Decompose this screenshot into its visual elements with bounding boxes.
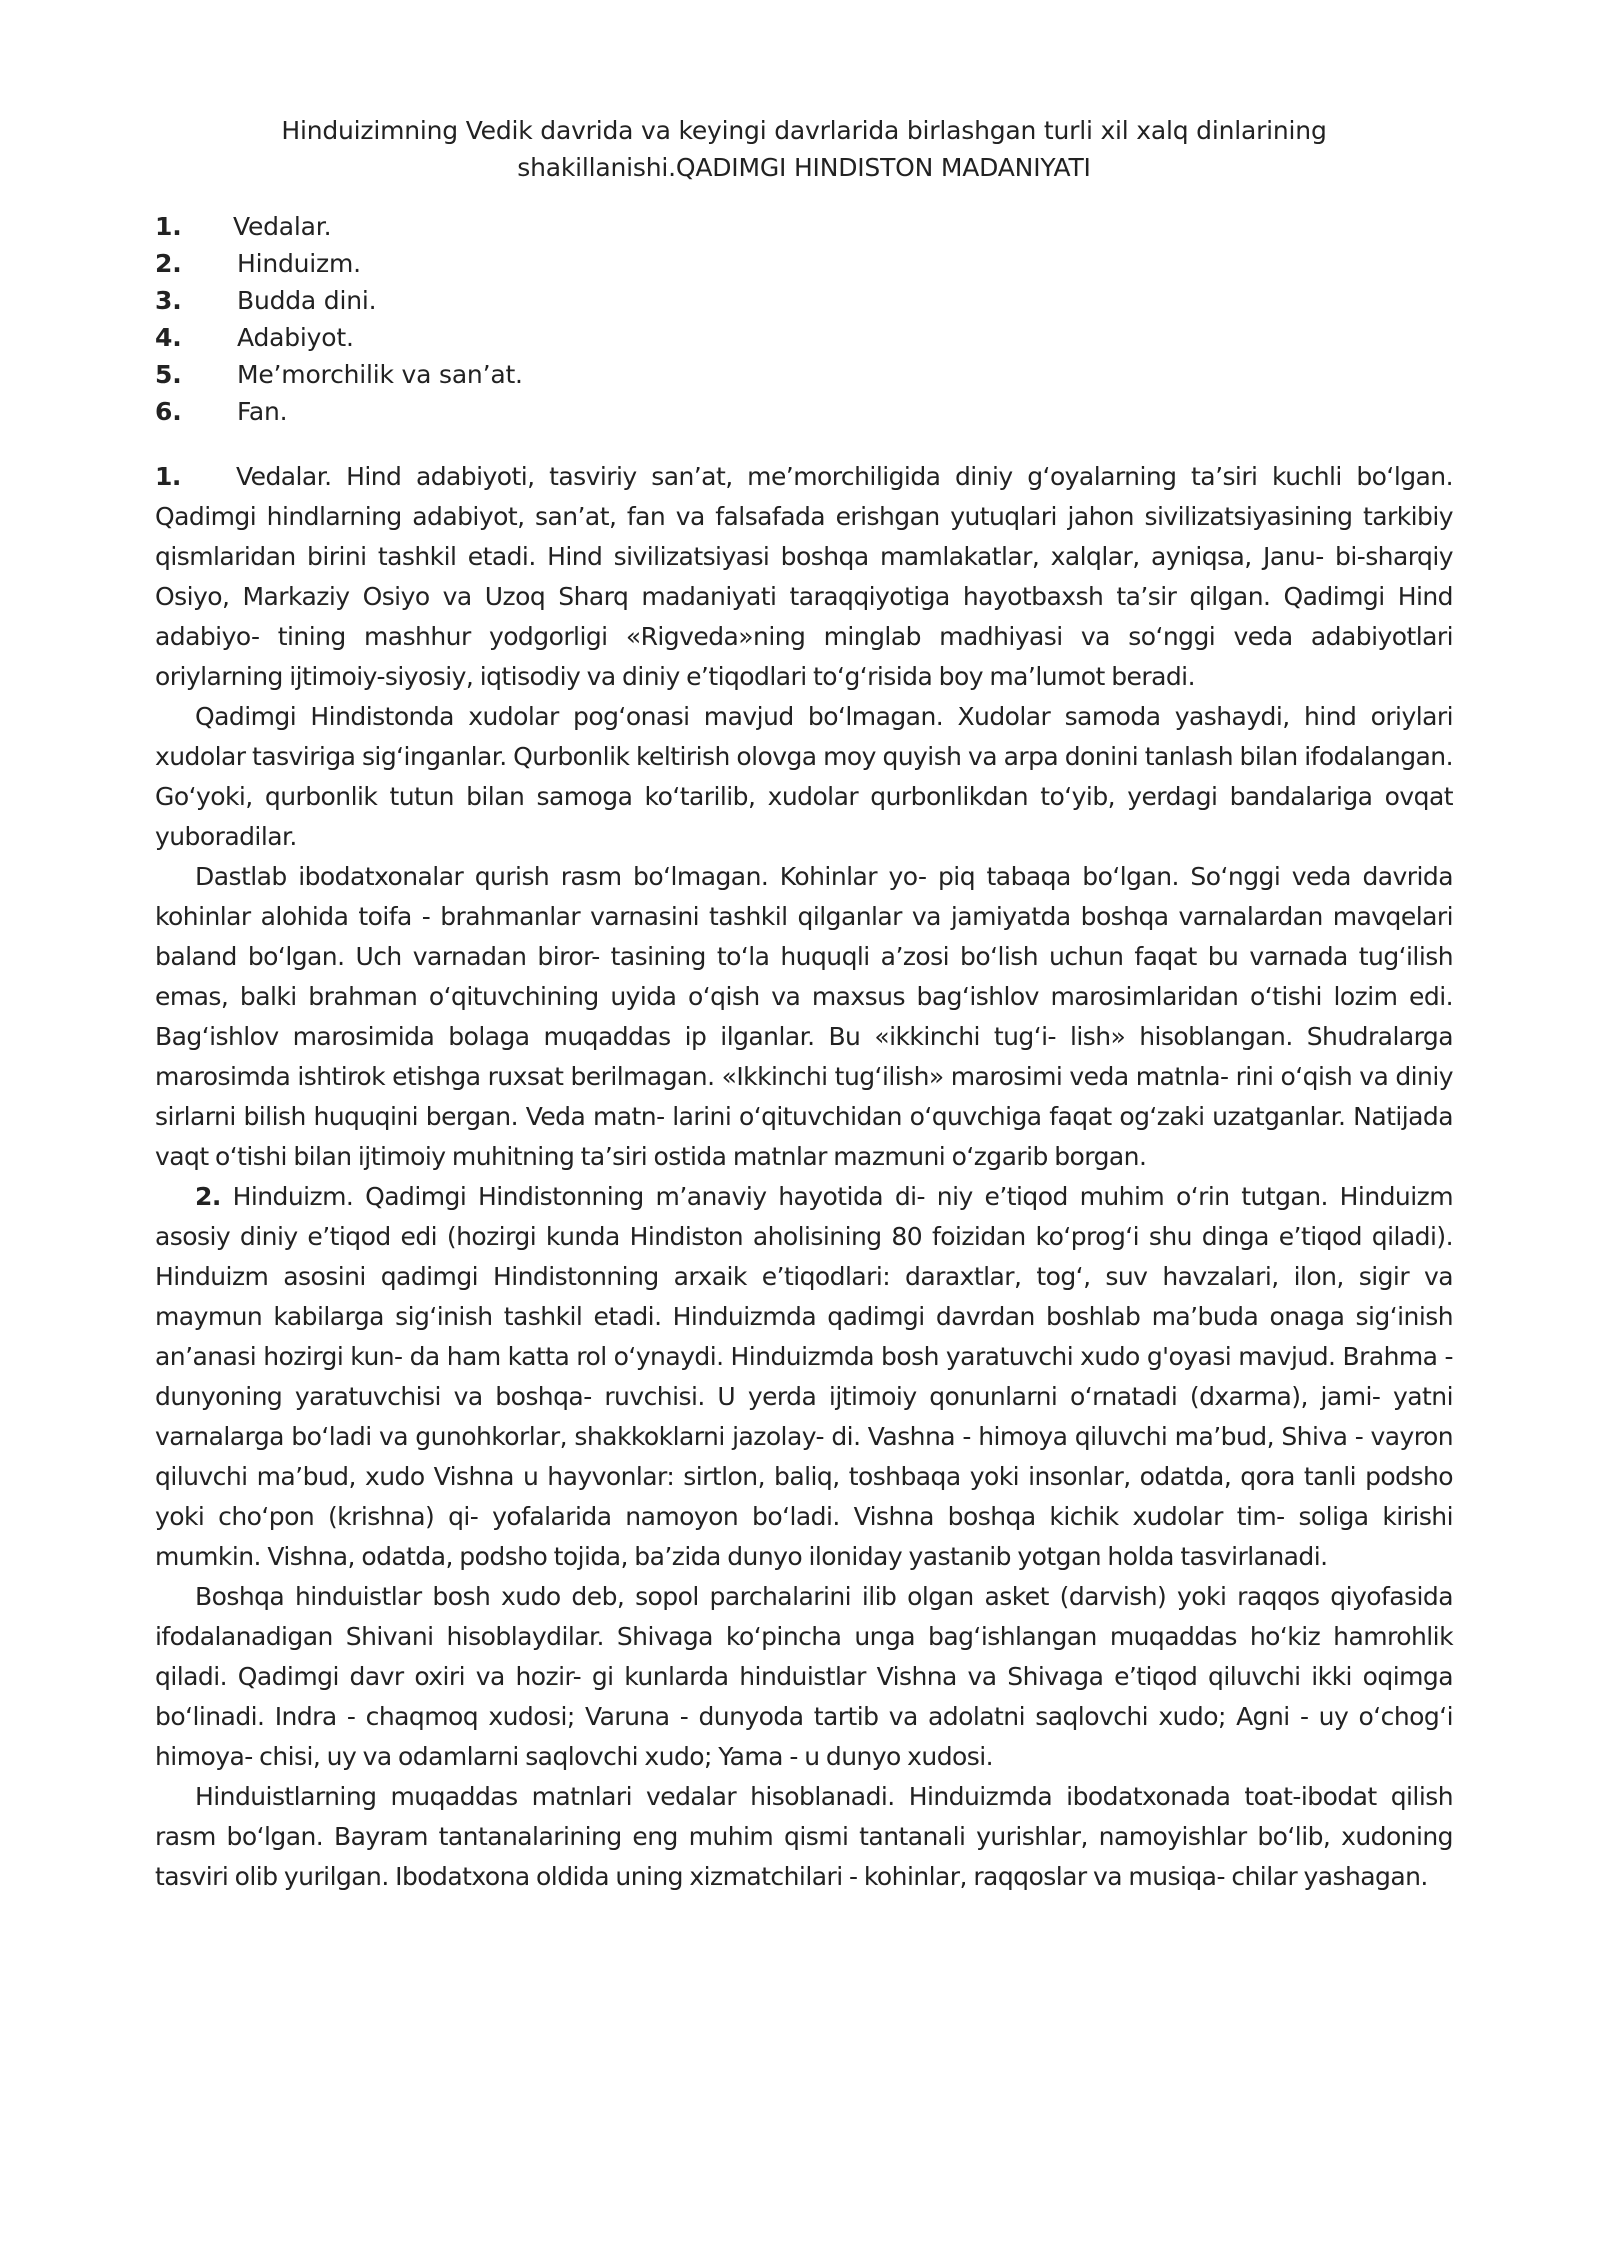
toc-item-label: Me’morchilik va san’at. — [237, 360, 523, 389]
section-number: 2. — [195, 1182, 221, 1211]
toc-item-number: 6. — [155, 397, 182, 426]
toc-item-label: Vedalar. — [233, 212, 332, 241]
paragraph-text: Qadimgi Hindistonda xudolar pog‘onasi mavjud bo‘lmagan. Xudolar samoda yashaydi, hind oriylari xudolar tasviriga sig‘inganlar. Qurbonlik keltirish olovga moy quyish va arpa donini tanlash bilan ifodalangan. Go‘yoki, qurbonlik tutun bilan samoga ko‘tarilib, xudolar qurbonlikdan to‘yib, yerdagi bandalariga ovqat yuboradilar. — [155, 702, 1453, 851]
paragraph — [155, 1777, 1453, 1897]
table-of-contents — [155, 208, 955, 430]
toc-item — [155, 208, 955, 245]
document-body — [155, 457, 1453, 1897]
paragraph-text: Vedalar. Hind adabiyoti, tasviriy san’at, me’morchiligida diniy g‘oyalarning ta’siri kuchli bo‘lgan. Qadimgi hindlarning adabiyot, san’at, fan va falsafada erishgan yutuqlari jahon sivilizatsiyasining tarkibiy qismlaridan birini tashkil etadi. Hind sivilizatsiyasi boshqa mamlakatlar, xalqlar, ayniqsa, Janu- bi-sharqiy Osiyo, Markaziy Osiyo va Uzoq Sharq madaniyati taraqqiyotiga hayotbaxsh ta’sir qilgan. Qadimgi Hind adabiyo- tining mashhur yodgorligi «Rigveda»ning minglab madhiyasi va so‘nggi veda adabiyotlari oriylarning ijtimoiy-siyosiy, iqtisodiy va diniy e’tiqodlari to‘g‘risida boy ma’lumot beradi. — [155, 462, 1453, 691]
toc-item-label: Adabiyot. — [237, 323, 354, 352]
toc-item-label: Fan. — [237, 397, 288, 426]
paragraph — [155, 697, 1453, 857]
paragraph-text: Boshqa hinduistlar bosh xudo deb, sopol parchalarini ilib olgan asket (darvish) yoki raqqos qiyofasida ifodalanadigan Shivani hisoblaydilar. Shivaga ko‘pincha unga bag‘ishlangan muqaddas ho‘kiz hamrohlik qiladi. Qadimgi davr oxiri va hozir- gi kunlarda hinduistlar Vishna va Shivaga e’tiqod qiluvchi ikki oqimga bo‘linadi. Indra - chaqmoq xudosi; Varuna - dunyoda tartib va adolatni saqlovchi xudo; Agni - uy o‘chog‘i himoya- chisi, uy va odamlarni saqlovchi xudo; Yama - u dunyo xudosi. — [155, 1582, 1453, 1771]
toc-item — [155, 319, 955, 356]
paragraph-text: Dastlab ibodatxonalar qurish rasm bo‘lmagan. Kohinlar yo- piq tabaqa bo‘lgan. So‘nggi veda davrida kohinlar alohida toifa - brahmanlar varnasini tashkil qilganlar va jamiyatda boshqa varnalardan mavqelari baland bo‘lgan. Uch varnadan biror- tasining to‘la huquqli a’zosi bo‘lish uchun faqat bu varnada tug‘ilish emas, balki brahman o‘qituvchining uyida o‘qish va maxsus bag‘ishlov marosimlaridan o‘tishi lozim edi. Bag‘ishlov marosimida bolaga muqaddas ip ilganlar. Bu «ikkinchi tug‘i- lish» hisoblangan. Shudralarga marosimda ishtirok etishga ruxsat berilmagan. «Ikkinchi tug‘ilish» marosimi veda matnla- rini o‘qish va diniy sirlarni bilish huquqini bergan. Veda matn- larini o‘qituvchidan o‘quvchiga faqat og‘zaki uzatganlar. Natijada vaqt o‘tishi bilan ijtimoiy muhitning ta’siri ostida matnlar mazmuni o‘zgarib borgan. — [155, 862, 1453, 1171]
paragraph — [155, 1577, 1453, 1777]
toc-item-label: Budda dini. — [237, 286, 377, 315]
document-title: Hinduizimning Vedik davrida va keyingi davrlarida birlashgan turli xil xalq dinlarining shakillanishi.QADIMGI HINDISTON MADANIYATI — [281, 116, 1327, 182]
toc-item-number: 4. — [155, 323, 182, 352]
toc-item-number: 3. — [155, 286, 182, 315]
toc-item — [155, 245, 955, 282]
paragraph-vedalar — [155, 457, 1453, 697]
section-number: 1. — [155, 462, 181, 491]
toc-item-number: 2. — [155, 249, 182, 278]
paragraph-text: Hinduizm. Qadimgi Hindistonning m’anaviy hayotida di- niy e’tiqod muhim o‘rin tutgan. Hinduizm asosiy diniy e’tiqod edi (hozirgi kunda Hindiston aholisining 80 foizidan ko‘prog‘i shu dinga e’tiqod qiladi). Hinduizm asosini qadimgi Hindistonning arxaik e’tiqodlari: daraxtlar, tog‘, suv havzalari, ilon, sigir va maymun kabilarga sig‘inish tashkil etadi. Hinduizmda qadimgi davrdan boshlab ma’buda onaga sig‘inish an’anasi hozirgi kun- da ham katta rol o‘ynaydi. Hinduizmda bosh yaratuvchi xudo g'oyasi mavjud. Brahma - dunyoning yaratuvchisi va boshqa- ruvchisi. U yerda ijtimoiy qonunlarni o‘rnatadi (dxarma), jami- yatni varnalarga bo‘ladi va gunohkorlar, shakkoklarni jazolay- di. Vashna - himoya qiluvchi ma’bud, Shiva - vayron qiluvchi ma’bud, xudo Vishna u hayvonlar: sirtlon, baliq, toshbaqa yoki insonlar, odatda, qora tanli podsho yoki cho‘pon (krishna) qi- yofalarida namoyon bo‘ladi. Vishna boshqa kichik xudolar tim- soliga kirishi mumkin. Vishna, odatda, podsho tojida, ba’zida dunyo iloniday yastanib yotgan holda tasvirlanadi. — [155, 1182, 1453, 1571]
toc-item — [155, 393, 955, 430]
toc-item-number: 5. — [155, 360, 182, 389]
toc-item — [155, 282, 955, 319]
paragraph — [155, 857, 1453, 1177]
toc-item-number: 1. — [155, 212, 182, 241]
toc-item-label: Hinduizm. — [237, 249, 361, 278]
paragraph-text: Hinduistlarning muqaddas matnlari vedalar hisoblanadi. Hinduizmda ibodatxonada toat-ibodat qilish rasm bo‘lgan. Bayram tantanalarining eng muhim qismi tantanali yurishlar, namoyishlar bo‘lib, xudoning tasviri olib yurilgan. Ibodatxona oldida uning xizmatchilari - kohinlar, raqqoslar va musiqa- chilar yashagan. — [155, 1782, 1453, 1891]
toc-item — [155, 356, 955, 393]
paragraph-hinduizm — [155, 1177, 1453, 1577]
